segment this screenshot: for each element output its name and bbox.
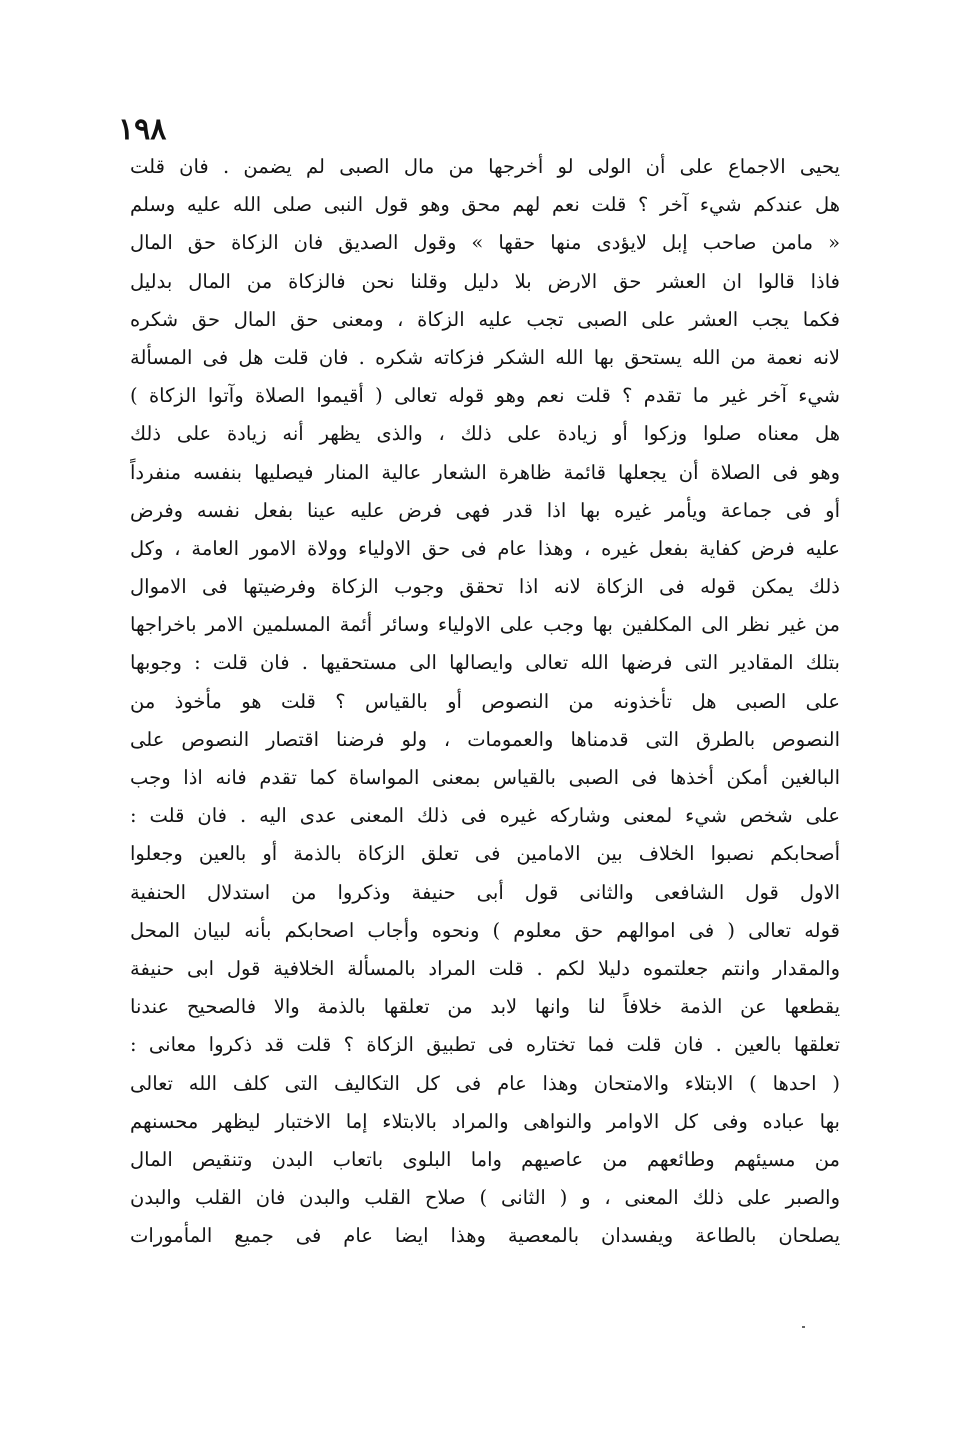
text-line: شيء آخر غير ما تقدم ؟ قلت نعم وهو قوله تعالى ( أقيموا الصلاة وآتوا الزكاة ) xyxy=(130,384,840,408)
text-line: ( احدها ) الابتلاء والامتحان وهذا عام فى كل التكاليف التى كلف الله تعالى xyxy=(130,1071,840,1095)
text-line: الاول قول الشافعى والثانى قول أبى حنيفة وذكروا من استدلال الحنفية xyxy=(130,880,840,904)
text-line: ذلك يمكن قوله فى الزكاة لانه اذا تحقق وجوب الزكاة وفرضيتها فى الاموال xyxy=(130,575,840,599)
text-line: يصلحان بالطاعة ويفسدان بالمعصية وهذا ايضا عام فى جميع المأمورات xyxy=(130,1224,840,1248)
text-line: عليه فرض كفاية بفعل غيره ، وهذا عام فى حق الاولياء وولاة الامور العامة ، وكل xyxy=(130,536,840,560)
text-line: لانه نعمة من الله يستحق بها الله الشكر فزكاته شكره . فان قلت هل فى المسألة xyxy=(130,345,840,369)
text-line: أصحابكم نصبوا الخلاف بين الامامين فى تعلق الزكاة بالذمة أو بالعين وجعلوا xyxy=(130,842,840,866)
text-line: يحيى الاجماع على أن الولى لو أخرجها من مال الصبى لم يضمن . فان قلت xyxy=(130,155,840,178)
page-number: ١٩٨ xyxy=(118,112,167,147)
text-line: تعلقها بالعين . فان قلت فما تختاره فى تطبيق الزكاة ؟ قلت قد ذكروا معانى : xyxy=(130,1033,840,1057)
text-line: فكما يجب العشر على الصبى تجب عليه الزكاة ، ومعنى حق المال حق شكره xyxy=(130,307,840,331)
text-line: قوله تعالى ( فى اموالهم حق معلوم ) ونحوه وأجاب اصحابكم بأنه لبيان المحل xyxy=(130,918,840,942)
text-line: فاذا قالوا ان العشر حق الارض بلا دليل وقلنا نحن فالزكاة من المال بدليل xyxy=(130,269,840,293)
text-line: وهو فى الصلاة أن يجعلها قائمة ظاهرة الشعار عالية المنار فيصليها بنفسه منفرداً xyxy=(130,460,840,484)
text-line: البالغين أمكن أخذها فى الصبى بالقياس بمعنى المواساة كما تقدم فانه اذا وجب xyxy=(130,766,840,789)
text-line: « مامن صاحب إبل لايؤدى منها حقها » وقول الصديق فان الزكاة حق المال xyxy=(130,231,840,255)
text-line: بها عباده وفى كل الاوامر والنواهى والمراد بالابتلاء إما الاختبار ليظهر محسنهم xyxy=(130,1109,840,1133)
text-line: أو فى جماعة ويأمر غيره بها اذا قدر فهى فرض عليه عينا بفعل نفسه وفرض xyxy=(130,498,840,522)
text-line: على الصبى هل تأخذونه من النصوص أو بالقياس ؟ قلت هو مأخوذ من xyxy=(130,689,840,713)
text-line: بتلك المقادير التى فرضها الله تعالى وايصالها الى مستحقيها . فان قلت : وجوبها xyxy=(130,651,840,675)
text-line: هل معناه صلوا وزكوا أو زيادة على ذلك ، والذى يظهر أنه زيادة على ذلك xyxy=(130,422,840,446)
text-line: من مسيئهم وطائعهم من عاصيهم واما البلوى باتعاب البدن وتنقيص المال xyxy=(130,1147,840,1171)
text-line: هل عندكم شيء آخر ؟ قلت نعم لهم محق وهو قول النبى صلى الله عليه وسلم xyxy=(130,193,840,217)
text-line: والصبر على ذلك المعنى ، و ( الثانى ) صلاح القلب والبدن فان القلب والبدن xyxy=(130,1186,840,1210)
text-line: النصوص بالطرق التى قدمناها والعمومات ، ولو فرضنا اقتصار النصوص على xyxy=(130,727,840,751)
text-line: يقطعها عن الذمة خلافاً لنا وانها لابد من تعلقها بالذمة والا فالصحيح عندنا xyxy=(130,995,840,1019)
text-line: والمقدار وانتم جعلتموه دليلا لكم . قلت المراد بالمسألة الخلافية قول ابى حنيفة xyxy=(130,956,840,980)
text-line: على شخص شيء لمعنى وشاركه غيره فى ذلك المعنى عدى اليه . فان قلت : xyxy=(130,804,840,828)
text-line: من غير نظر الى المكلفين بها وجب على الاولياء وسائر أئمة المسلمين الامر باخراجها xyxy=(130,613,840,637)
body-text xyxy=(130,148,840,1255)
scan-speck xyxy=(802,1326,805,1328)
